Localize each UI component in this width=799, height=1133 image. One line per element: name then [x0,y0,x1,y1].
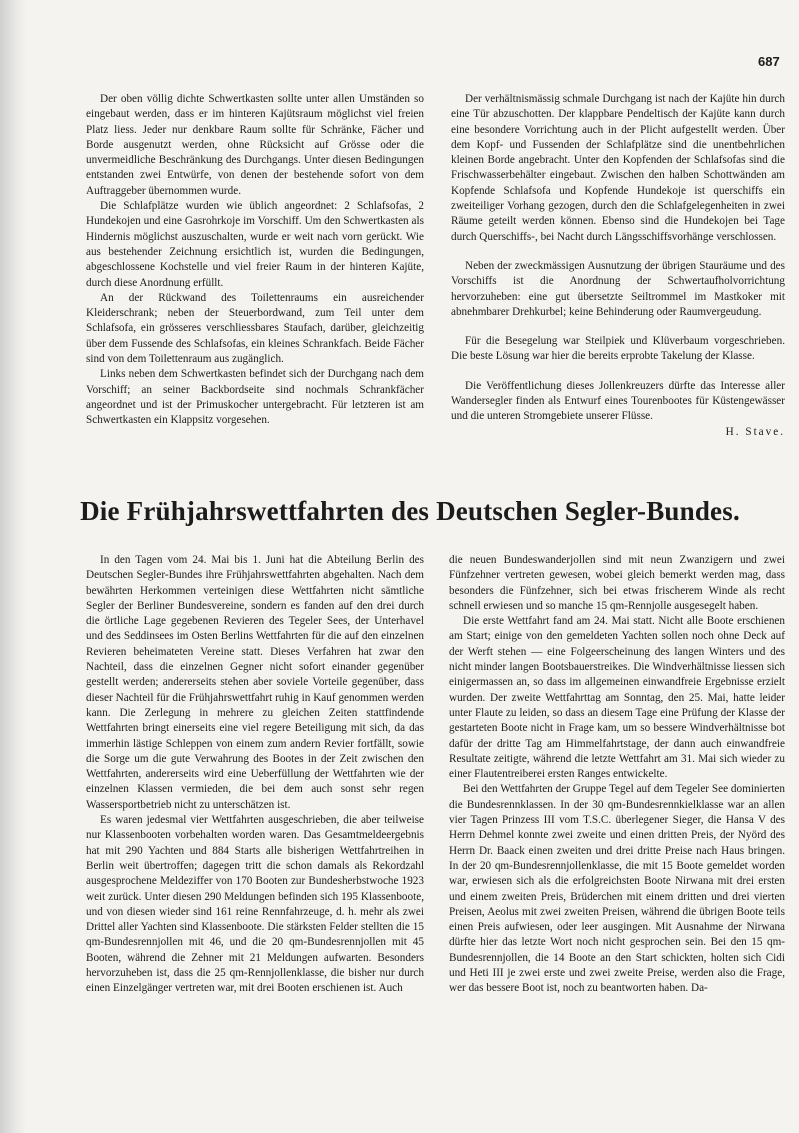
paragraph: die neuen Bundeswanderjollen sind mit neun Zwanzigern und zwei Fünfzehner vertreten gewesen, wobei gleich bemerkt werden mag, dass besonders die Fünfzehner, sich bei etwas frischerem Winde als recht schnell erwiesen und so manche 15 qm-Rennjolle ausgesegelt haben. [449,554,785,612]
paragraph: Der oben völlig dichte Schwertkasten sollte unter allen Umständen so eingebaut werden, dass er im hinteren Kajütsraum möglichst viel freien Platz liess. Jeder nur denkbare Raum sollte für Schränke, Fächer und Borde ausgenutzt werden, ohne Rücksicht auf Grösse oder die unvermeidliche Beschränkung des Durchgangs. Unter diesen Bedingungen entstanden zwei Entwürfe, von denen der bestehende sofort von dem Auftraggeber übernommen wurde. [86,93,424,197]
paragraph: Links neben dem Schwertkasten befindet sich der Durchgang nach dem Vorschiff; an seiner Backbordseite sind nochmals Schrankfächer angeordnet und ist der Primuskocher untergebracht. Für letzteren ist am Schwertkasten ein Klappsitz vorgesehen. [86,368,424,427]
top-right-column [451,92,785,440]
author-signature: H. Stave. [725,425,785,438]
top-left-column [86,92,424,429]
paragraph: Bei den Wettfahrten der Gruppe Tegel auf dem Tegeler See dominierten die Bundesrennklassen. In der 30 qm-Bundesrennkielklasse war an allen vier Tagen Prinzess III vom T.S.C. überlegener Sieger, die Hansa V des Herrn Dehmel konnte zwei zweite und einen dritten Preis, der Nyörd des Herrn Dr. Baack einen zweiten und drei dritte Preise nach Haus bringen. In der 20 qm-Bundesrennjollenklasse, die mit 15 Boote gemeldet worden war, erwiesen sich als die erfolgreichsten Boote Nirwana mit drei ersten und einem zweiten Preis, Brüderchen mit einem dritten und drei vierten Preisen, Aeolus mit zwei zweiten Preisen, während die übrigen Boote teils einen Preis aufwiesen, oder leer ausgingen. Mit Ausnahme der Nirwana dürfte hier das letzte Wort noch nicht gesprochen sein. Bei den 15 qm-Bundesrennjollen, die 14 Boote an den Start schickten, holten sich Cidi und Heti III je zwei erste und zwei zweite Preise, werden also die Frage, wer das bessere Boot ist, noch zu beantworten haben. Da- [449,783,785,995]
article-left-column [86,553,424,997]
paragraph: Die erste Wettfahrt fand am 24. Mai statt. Nicht alle Boote erschienen am Start; einige von den gemeldeten Yachten sollen noch ohne Deck auf der Werft stehen — eine Folgeerscheinung des langen Winters und des nicht minder langen Bootsbauerstreikes. Die Windverhältnisse liessen sich einigermassen an, so dass im allgemeinen einwandfreie Ergebnisse erzielt wurden. Der zweite Wettfahrttag am Sonntag, den 25. Mai, hatte leider unter Flaute zu leiden, so dass an diesem Tage eine Prüfung der Klasse der gestarteten Boote nicht in Frage kam, um so bessere Windverhältnisse bot dafür der dritte Tag am Himmelfahrtstage, der dann auch einwandfreie Resultate zeitigte, während die letzte Wettfahrt am 31. Mai sich wieder zu einer Flautentreiberei ersten Ranges entwickelte. [449,615,785,781]
paragraph: Die Veröffentlichung dieses Jollenkreuzers dürfte das Interesse aller Wandersegler finden als Entwurf eines Tourenbootes für Küstengewässer und die unteren Stromgebiete unserer Flüsse. [451,379,785,423]
paragraph: An der Rückwand des Toilettenraums ein ausreichender Kleiderschrank; neben der Steuerbordwand, zum Teil unter dem Schlafsofa, ein grösseres verschliessbares Staufach, darüber, gleichzeitig über dem Fussende des Schlafsofas, ein kleines Schrankfach. Beide Fächer sind von dem Toilettenraum aus zugänglich. [86,291,424,366]
article-title: Die Frühjahrswettfahrten des Deutschen Segler-Bundes. [80,496,740,526]
article-right-column [449,553,785,997]
paragraph: Für die Besegelung war Steilpiek und Klüverbaum vorgeschrieben. Die beste Lösung war hier die bereits erprobte Takelung der Klasse. [451,335,785,363]
paragraph: Neben der zweckmässigen Ausnutzung der übrigen Stauräume und des Vorschiffs ist die Anordnung der Schwertaufholvorrichtung hervorzuheben: eine gut übersetzte Seiltrommel im Mastkoker mit abnehmbarer Drehkurbel; keine Behinderung oder Raumvergeudung. [451,259,785,318]
page-number: 687 [758,54,780,69]
paragraph: Es waren jedesmal vier Wettfahrten ausgeschrieben, die aber teilweise nur Klassenbooten vorbehalten worden waren. Das Gesamtmeldeergebnis hat mit 290 Yachten und 884 Starts alle bisherigen Wettfahrtreihen in Berlin weit übertroffen; dagegen tritt die schon damals als Rekordzahl ausgesprochene Meldeziffer von 170 Booten zur Bundesherbstwoche 1923 weit zurück. Unter diesen 290 Meldungen befinden sich 195 Klassenboote, und von diesen wieder sind 161 reine Rennfahrzeuge, d. h. mehr als zwei Drittel aller Yachten sind Klassenboote. Die stärksten Felder stellten die 15 qm-Bundesrennjollen mit 46, und die 20 qm-Bundesrennjollen mit 45 Booten, während die Zehner mit 21 Meldungen aufwarten. Besonders hervorzuheben ist, dass die 25 qm-Rennjollenklasse, die bisher nur durch einen Einzelgänger vertreten war, mit drei Booten erschienen ist. Auch [86,814,424,995]
paragraph: In den Tagen vom 24. Mai bis 1. Juni hat die Abteilung Berlin des Deutschen Segler-Bundes ihre Frühjahrswettfahrten abgehalten. Nach dem bewährten Herkommen verteinigen diese Wettfahrten nicht sämtliche Segler der Berliner Bundesvereine, sondern es fanden auf den drei durch die örtliche Lage gegebenen Revieren des Tegeler Sees, der Unterhavel und des Seddinsees im Osten Berlins Wettfahrten für die auf den einzelnen Revieren beheimateten Vereine statt. Dieses Verfahren hat zwar den Nachteil, dass die einzelnen Gegner nicht sofort einander gegenüber gestellt werden; andererseits stehen aber soviele Vorteile gegenüber, dass dieser Nachteil für die Frühjahrswettfahrt ruhig in Kauf genommen werden kann. Die Zerlegung in mehrere zu gleichen Zeiten stattfindende Wettfahrten bringt einerseits eine viel regere Beteiligung mit sich, da das immerhin lästige Schleppen von einem zum andern Revier fortfällt, sowie die Sorge um die gute Verwahrung des Bootes in der Zeit zwischen den Wettfahrten, andererseits wird eine Ueberfüllung der Wettfahrten wie der einzelnen Klassen vermieden, die bei dem auch sonst sehr regen Wassersportbetrieb nicht zu unterschätzen ist. [86,554,424,811]
paragraph: Der verhältnismässig schmale Durchgang ist nach der Kajüte hin durch eine Tür abzuschotten. Der klappbare Pendeltisch der Kajüte kann durch eine besondere Vorrichtung auch in der Plicht aufgestellt werden. Über dem Kopf- und Fussenden der Schlafplätze sind die unentbehrlichen kleinen Borde angebracht. Unter den Kopfenden der Schlafsofas sind die Frischwasserbehälter eingebaut. Zwischen den halben Schottwänden am Kopfende Schlafsofa und Kopfende Hundekoje ist querschiffs ein zweiteiliger Vorhang gezogen, durch den die Schlafgelegenheiten in zwei Räume geteilt werden können. Ebenso sind die Hundekojen bei Tage durch Querschiffs-, bei Nacht durch Längsschiffsvorhänge verschlossen. [451,93,785,243]
paragraph: Die Schlafplätze wurden wie üblich angeordnet: 2 Schlafsofas, 2 Hundekojen und eine Gasrohrkoje im Vorschiff. Um den Schwertkasten als Hindernis möglichst auszuschalten, wurde er weit nach vorn gerückt. Wie aus bestehender Zeichnung ersichtlich ist, wurden die Bedingungen, abgeschlossene Kochstelle und viel freier Raum in der hinteren Kajüte, durch diese Anordnung erfüllt. [86,200,424,289]
page-left-edge-shadow [0,0,26,1133]
